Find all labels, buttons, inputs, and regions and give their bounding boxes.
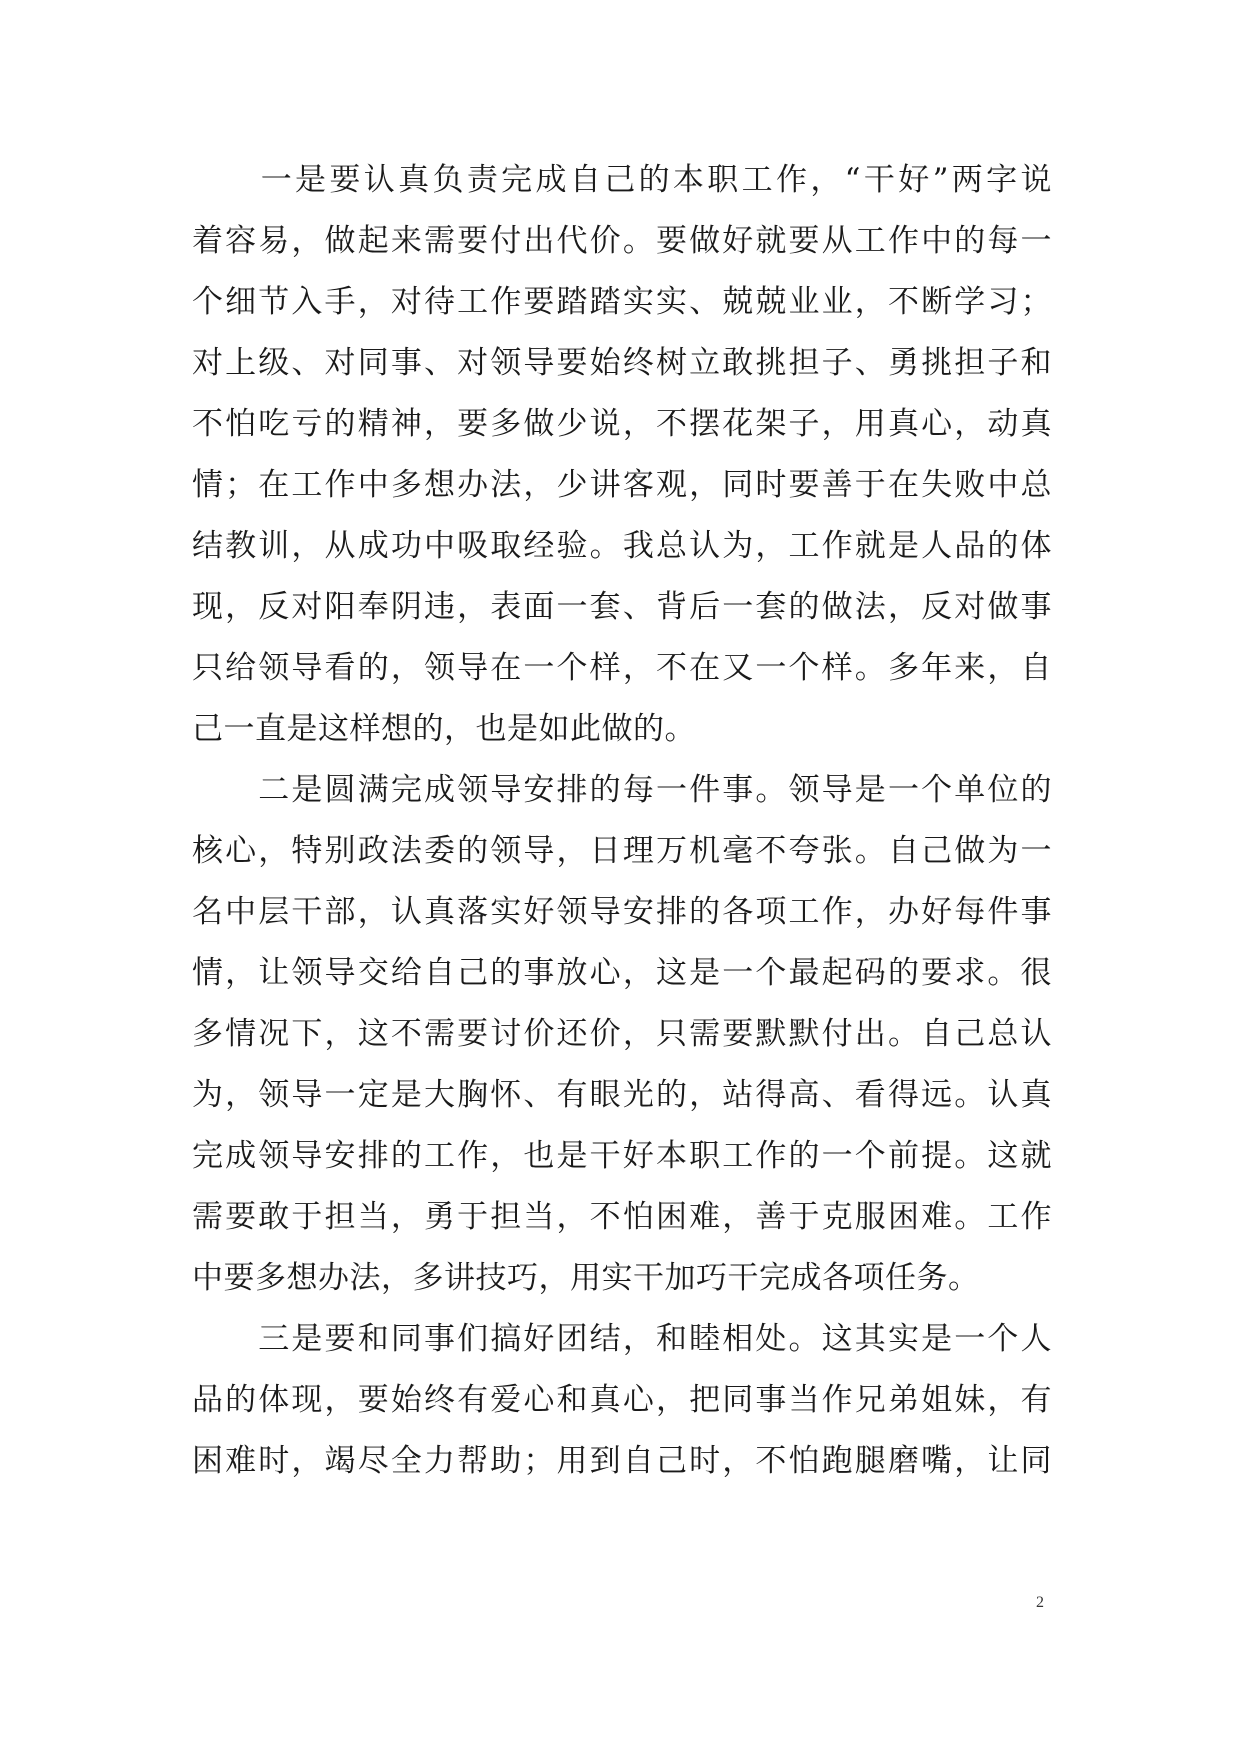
text-line: 着容易，做起来需要付出代价。要做好就要从工作中的每一 [192,223,1052,259]
text-line: 只给领导看的，领导在一个样，不在又一个样。多年来，自 [192,650,1052,686]
text-line: 多情况下，这不需要讨价还价，只需要默默付出。自己总认 [192,1016,1052,1052]
text-line: 情，让领导交给自己的事放心，这是一个最起码的要求。很 [192,955,1052,991]
text-line: 结教训，从成功中吸取经验。我总认为，工作就是人品的体 [192,528,1052,564]
text-line: 中要多想办法，多讲技巧，用实干加巧干完成各项任务。 [192,1260,980,1296]
text-line: 情；在工作中多想办法，少讲客观，同时要善于在失败中总 [192,467,1052,503]
text-line: 品的体现，要始终有爱心和真心，把同事当作兄弟姐妹，有 [192,1382,1052,1418]
text-line: 己一直是这样想的，也是如此做的。 [192,711,696,747]
text-line: 对上级、对同事、对领导要始终树立敢挑担子、勇挑担子和 [192,345,1052,381]
text-line: 核心，特别政法委的领导，日理万机毫不夸张。自己做为一 [192,833,1052,869]
text-line: 三是要和同事们搞好团结，和睦相处。这其实是一个人 [192,1321,1052,1357]
text-line: 完成领导安排的工作，也是干好本职工作的一个前提。这就 [192,1138,1052,1174]
page-number: 2 [1036,1594,1044,1611]
text-line: 不怕吃亏的精神，要多做少说，不摆花架子，用真心，动真 [192,406,1052,442]
text-line: 二是圆满完成领导安排的每一件事。领导是一个单位的 [192,772,1052,808]
text-line: 一是要认真负责完成自己的本职工作，“干好”两字说 [192,162,1052,198]
text-line: 名中层干部，认真落实好领导安排的各项工作，办好每件事 [192,894,1052,930]
text-line: 现，反对阳奉阴违，表面一套、背后一套的做法，反对做事 [192,589,1052,625]
text-line: 为，领导一定是大胸怀、有眼光的，站得高、看得远。认真 [192,1077,1052,1113]
text-line: 需要敢于担当，勇于担当，不怕困难，善于克服困难。工作 [192,1199,1052,1235]
text-line: 个细节入手，对待工作要踏踏实实、兢兢业业，不断学习； [192,284,1052,320]
text-line: 困难时，竭尽全力帮助；用到自己时，不怕跑腿磨嘴，让同 [192,1443,1052,1479]
body-text [192,150,1052,1492]
